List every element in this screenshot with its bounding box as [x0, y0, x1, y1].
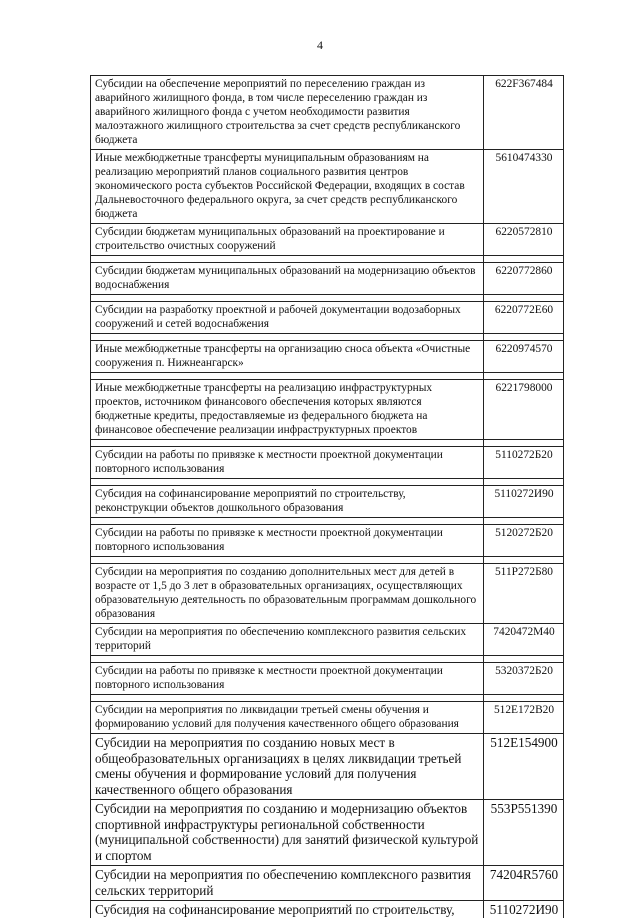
table-row [91, 734, 564, 800]
table-row [91, 380, 564, 440]
row-code: 5610474330 [484, 150, 564, 224]
spacer-row [91, 656, 564, 663]
row-code: 5110272И90 [484, 486, 564, 518]
row-description: Субсидии на мероприятия по обеспечению комплексного развития сельских территорий [91, 624, 484, 656]
spacer-row [91, 334, 564, 341]
table-row [91, 525, 564, 557]
row-code: 74204R5760 [484, 866, 564, 901]
spacer-cell [484, 695, 564, 702]
spacer-cell [484, 479, 564, 486]
spacer-cell [91, 557, 484, 564]
row-code: 7420472М40 [484, 624, 564, 656]
spacer-cell [91, 695, 484, 702]
spacer-row [91, 440, 564, 447]
table-row [91, 150, 564, 224]
spacer-row [91, 557, 564, 564]
row-code: 5110272Б20 [484, 447, 564, 479]
spacer-row [91, 695, 564, 702]
spacer-row [91, 295, 564, 302]
row-code: 622F367484 [484, 76, 564, 150]
row-code: 6220772860 [484, 263, 564, 295]
row-description: Субсидии на мероприятия по ликвидации третьей смены обучения и формированию условий для получения качественного общего образования [91, 702, 484, 734]
row-description: Иные межбюджетные трансферты на реализацию инфраструктурных проектов, источником финансового обеспечения которых являются бюджетные кредиты, предоставляемые из федерального бюджета на финансовое обеспечение реализации инфраструктурных проектов [91, 380, 484, 440]
spacer-cell [91, 656, 484, 663]
row-code: 5120272Б20 [484, 525, 564, 557]
row-description: Субсидия на софинансирование мероприятий по строительству, [91, 901, 484, 918]
table-row [91, 663, 564, 695]
row-code: 5320372Б20 [484, 663, 564, 695]
row-description: Субсидии на мероприятия по созданию дополнительных мест для детей в возрасте от 1,5 до 3 лет в образовательных организациях, осуществляющих образовательную деятельность по образовательным программам дошкольного образования [91, 564, 484, 624]
table-row [91, 447, 564, 479]
spacer-cell [91, 518, 484, 525]
table-row [91, 624, 564, 656]
row-code: 6220974570 [484, 341, 564, 373]
spacer-row [91, 373, 564, 380]
spacer-cell [484, 295, 564, 302]
spacer-cell [91, 295, 484, 302]
row-code: 5110272И90 [484, 901, 564, 918]
spacer-cell [484, 334, 564, 341]
row-code: 512Е154900 [484, 734, 564, 800]
budget-classification-table [90, 75, 564, 918]
spacer-cell [484, 256, 564, 263]
spacer-cell [91, 334, 484, 341]
row-code: 553Р551390 [484, 800, 564, 866]
row-description: Субсидии на разработку проектной и рабочей документации водозаборных сооружений и сетей водоснабжения [91, 302, 484, 334]
spacer-cell [484, 557, 564, 564]
row-code: 512Е172В20 [484, 702, 564, 734]
table-row [91, 76, 564, 150]
table-row [91, 866, 564, 901]
spacer-cell [91, 440, 484, 447]
row-description: Субсидии бюджетам муниципальных образований на модернизацию объектов водоснабжения [91, 263, 484, 295]
row-description: Субсидии на работы по привязке к местности проектной документации повторного использования [91, 447, 484, 479]
spacer-row [91, 479, 564, 486]
spacer-cell [484, 440, 564, 447]
row-description: Субсидии на мероприятия по созданию и модернизацию объектов спортивной инфраструктуры региональной собственности (муниципальной собственности) для занятий физической культурой и спортом [91, 800, 484, 866]
row-description: Субсидии на мероприятия по обеспечению комплексного развития сельских территорий [91, 866, 484, 901]
spacer-cell [484, 656, 564, 663]
spacer-row [91, 256, 564, 263]
table-row [91, 224, 564, 256]
table-row [91, 302, 564, 334]
table-row [91, 486, 564, 518]
spacer-cell [91, 479, 484, 486]
row-description: Субсидии на обеспечение мероприятий по переселению граждан из аварийного жилищного фонда, в том числе переселению граждан из аварийного жилищного фонда с учетом необходимости развития малоэтажного жилищного строительства за счет средств республиканского бюджета [91, 76, 484, 150]
row-description: Субсидии на работы по привязке к местности проектной документации повторного использования [91, 663, 484, 695]
spacer-cell [484, 518, 564, 525]
row-description: Субсидия на софинансирование мероприятий по строительству, реконструкции объектов дошкольного образования [91, 486, 484, 518]
row-description: Иные межбюджетные трансферты на организацию сноса объекта «Очистные сооружения п. Нижнеангарск» [91, 341, 484, 373]
row-code: 511Р272Б80 [484, 564, 564, 624]
spacer-cell [91, 373, 484, 380]
spacer-row [91, 518, 564, 525]
row-description: Субсидии на мероприятия по созданию новых мест в общеобразовательных организациях в целях ликвидации третьей смены обучения и формирование условий для получения качественного общего образования [91, 734, 484, 800]
page-number: 4 [317, 38, 323, 52]
row-description: Иные межбюджетные трансферты муниципальным образованиям на реализацию мероприятий планов социального развития центров экономического роста субъектов Российской Федерации, входящих в состав Дальневосточного федерального округа, за счет средств республиканского бюджета [91, 150, 484, 224]
spacer-cell [91, 256, 484, 263]
row-code: 6220572810 [484, 224, 564, 256]
spacer-cell [484, 373, 564, 380]
table-row [91, 564, 564, 624]
table-row [91, 341, 564, 373]
table-row [91, 702, 564, 734]
row-code: 6221798000 [484, 380, 564, 440]
row-description: Субсидии на работы по привязке к местности проектной документации повторного использования [91, 525, 484, 557]
table-row [91, 901, 564, 918]
row-description: Субсидии бюджетам муниципальных образований на проектирование и строительство очистных сооружений [91, 224, 484, 256]
row-code: 6220772Е60 [484, 302, 564, 334]
table-row [91, 263, 564, 295]
table-row [91, 800, 564, 866]
